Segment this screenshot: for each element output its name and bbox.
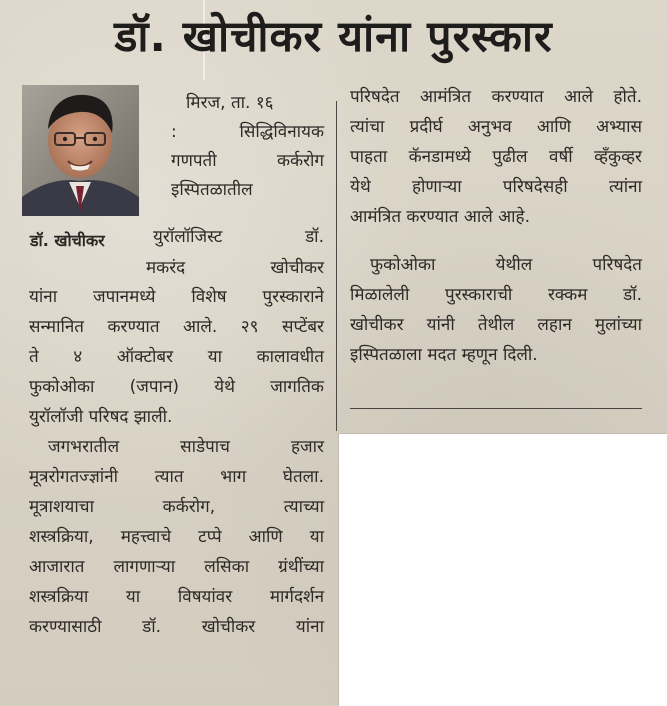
left-line-9: ते ४ ऑक्टोबर या कालावधीत	[29, 347, 324, 367]
left-line-2: : सिद्धिविनायक	[171, 122, 324, 142]
portrait-image	[22, 85, 139, 216]
right-line-9: इस्पितळाला मदत म्हणून दिली.	[350, 345, 538, 365]
left-line-8: सन्मानित करण्यात आले. २९ सप्टेंबर	[29, 317, 324, 337]
doctor-portrait-photo	[22, 85, 139, 216]
right-line-7: मिळालेली पुरस्काराची रक्कम डॉ.	[350, 285, 642, 305]
left-line-10: फुकोओका (जपान) येथे जागतिक	[29, 377, 324, 397]
article-end-rule	[350, 408, 642, 409]
left-line-14: मूत्राशयाचा कर्करोग, त्याच्या	[29, 497, 324, 517]
right-line-1: परिषदेत आमंत्रित करण्यात आले होते.	[350, 87, 642, 107]
blank-white-area	[339, 434, 667, 706]
left-line-4: इस्पितळातील	[171, 180, 253, 200]
left-line-6: मकरंद खोचीकर	[146, 258, 324, 278]
left-line-11: युरॉलॉजी परिषद झाली.	[29, 407, 173, 427]
left-line-7: यांना जपानमध्ये विशेष पुरस्काराने	[29, 287, 324, 307]
headline: डॉ. खोचीकर यांना पुरस्कार	[114, 12, 553, 62]
left-line-3: गणपती कर्करोग	[171, 151, 324, 171]
left-line-15: शस्त्रक्रिया, महत्त्वाचे टप्पे आणि या	[29, 527, 324, 547]
right-line-5: आमंत्रित करण्यात आले आहे.	[350, 207, 530, 227]
photo-caption: डॉ. खोचीकर	[30, 231, 105, 250]
right-line-2: त्यांचा प्रदीर्घ अनुभव आणि अभ्यास	[350, 117, 642, 137]
left-line-18: करण्यासाठी डॉ. खोचीकर यांना	[29, 617, 324, 637]
left-line-13: मूत्ररोगतज्ज्ञांनी त्यात भाग घेतला.	[29, 467, 324, 487]
right-line-6: फुकोओका येथील परिषदेत	[370, 255, 642, 275]
left-line-17: शस्त्रक्रिया या विषयांवर मार्गदर्शन	[29, 587, 324, 607]
left-line-16: आजारात लागणाऱ्या लसिका ग्रंथींच्या	[29, 557, 324, 577]
right-line-4: येथे होणाऱ्या परिषदेसही त्यांना	[350, 177, 642, 197]
left-line-12: जगभरातील साडेपाच हजार	[48, 437, 324, 457]
column-divider	[336, 101, 337, 431]
left-line-5: युरॉलॉजिस्ट डॉ.	[153, 227, 324, 247]
right-line-8: खोचीकर यांनी तेथील लहान मुलांच्या	[350, 315, 642, 335]
left-line-1: मिरज, ता. १६	[186, 93, 274, 113]
right-line-3: पाहता कॅनडामध्ये पुढील वर्षी व्हॅंकुव्हर	[350, 147, 642, 167]
